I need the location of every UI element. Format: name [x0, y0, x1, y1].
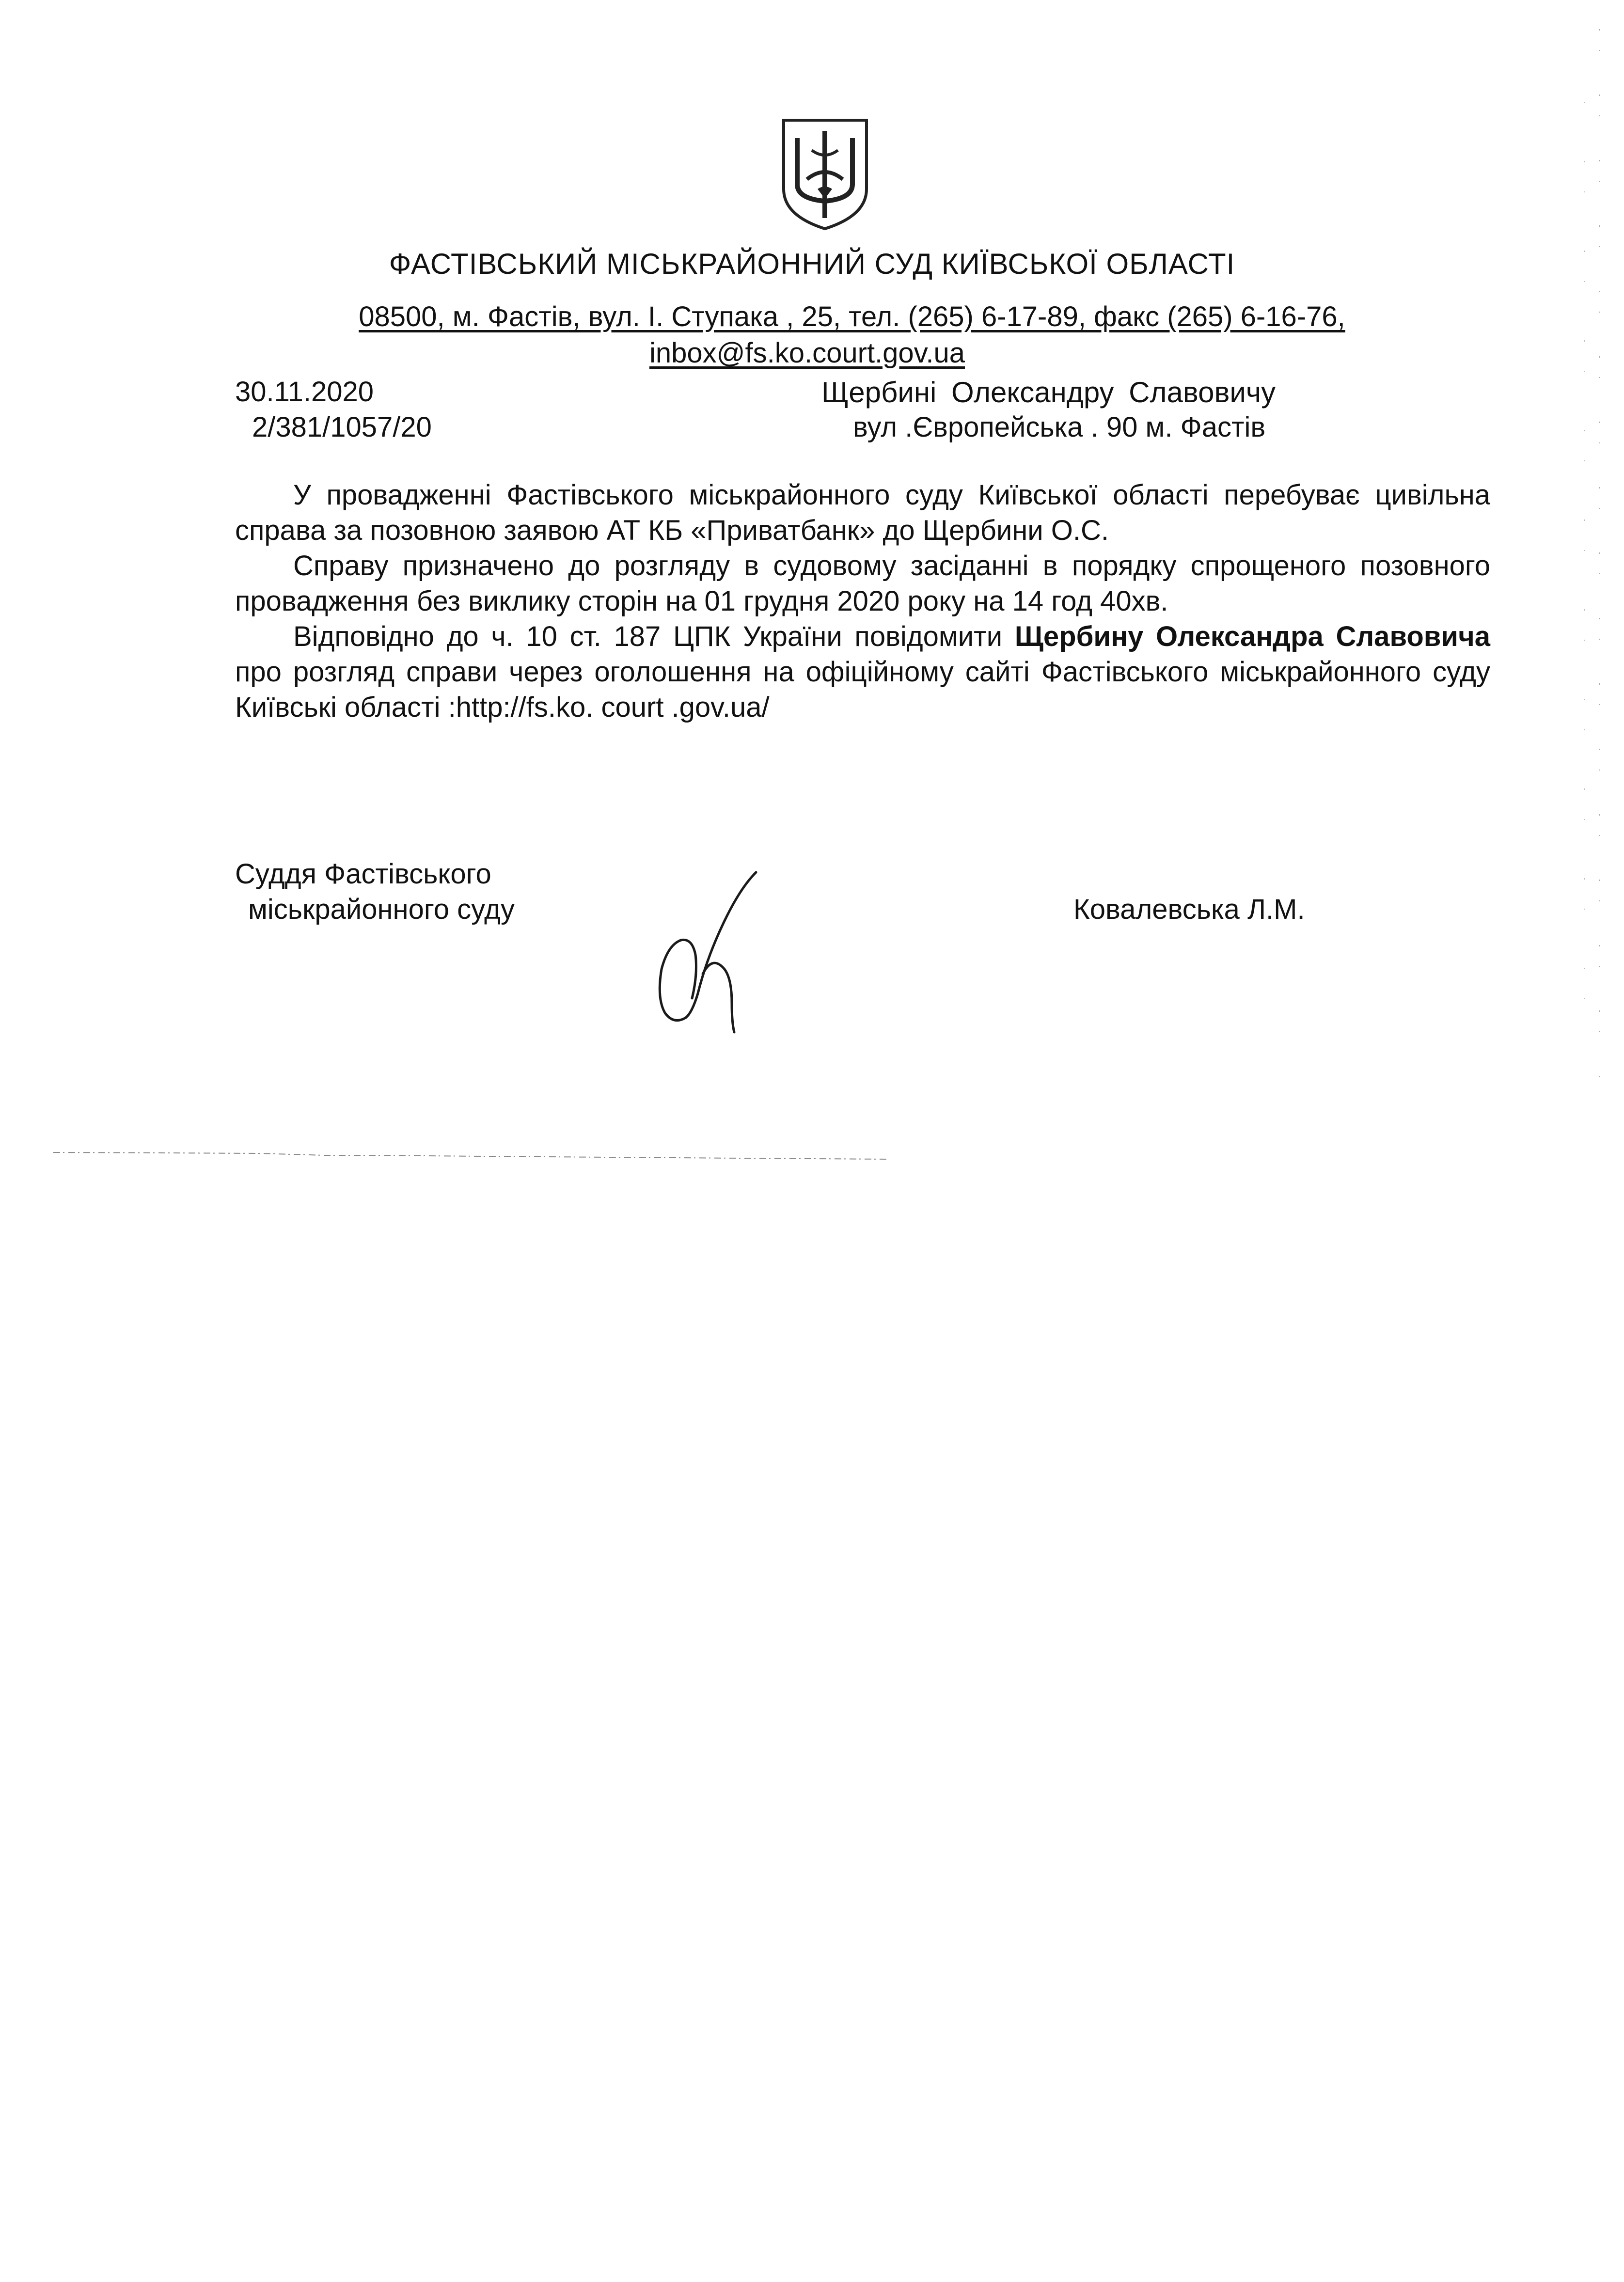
body-paragraph-3-end: про розгляд справи через оголошення на офіційному сайті Фастівського міськрайонного суду Київські області :http://fs.ko. court .gov.ua/: [235, 656, 1490, 723]
judge-name: Ковалевська Л.М.: [1073, 894, 1305, 925]
court-name-heading: ФАСТІВСЬКИЙ МІСЬКРАЙОННИЙ СУД КИЇВСЬКОЇ ОБЛАСТІ: [389, 248, 1235, 280]
court-email: [0, 337, 1624, 369]
ukraine-trident-coat-of-arms-icon: [778, 116, 872, 233]
document-date: 30.11.2020: [235, 376, 374, 408]
judge-title-line-1: Суддя Фастівського: [235, 858, 491, 890]
court-email-text[interactable]: inbox@fs.ko.court.gov.ua: [649, 337, 965, 369]
recipient-address: вул .Європейська . 90 м. Фастів: [853, 411, 1266, 443]
scan-edge-noise: [1565, 29, 1614, 1095]
body-paragraph-2: Справу призначено до розгляду в судовому засіданні в порядку спрощеного позовного провадження без виклику сторін на 01 грудня 2020 року на 14 год 40хв.: [235, 550, 1490, 617]
judge-title-line-2: міськрайонного суду: [248, 894, 515, 925]
body-paragraph-1: У провадженні Фастівського міськрайонного суду Київської області перебуває цивільна справа за позовною заявою АТ КБ «Приватбанк» до Щербини О.С.: [235, 479, 1490, 546]
court-address-text: 08500, м. Фастів, вул. І. Ступака , 25, тел. (265) 6-17-89, факс (265) 6-16-76,: [359, 301, 1345, 332]
body-paragraph-3-start: Відповідно до ч. 10 ст. 187 ЦПК України повідомити: [293, 621, 1015, 652]
recipient-name: Щербині Олександру Славовичу: [821, 376, 1276, 409]
defendant-name-bold: Щербину Олександра Славовича: [1014, 621, 1490, 652]
handwritten-signature: [635, 858, 771, 1042]
outgoing-number: 2/381/1057/20: [252, 411, 432, 443]
court-address: [0, 300, 1624, 333]
body-paragraph-3: [235, 619, 1490, 725]
scan-artifact-line: [53, 1149, 887, 1163]
letter-body: [235, 477, 1490, 725]
